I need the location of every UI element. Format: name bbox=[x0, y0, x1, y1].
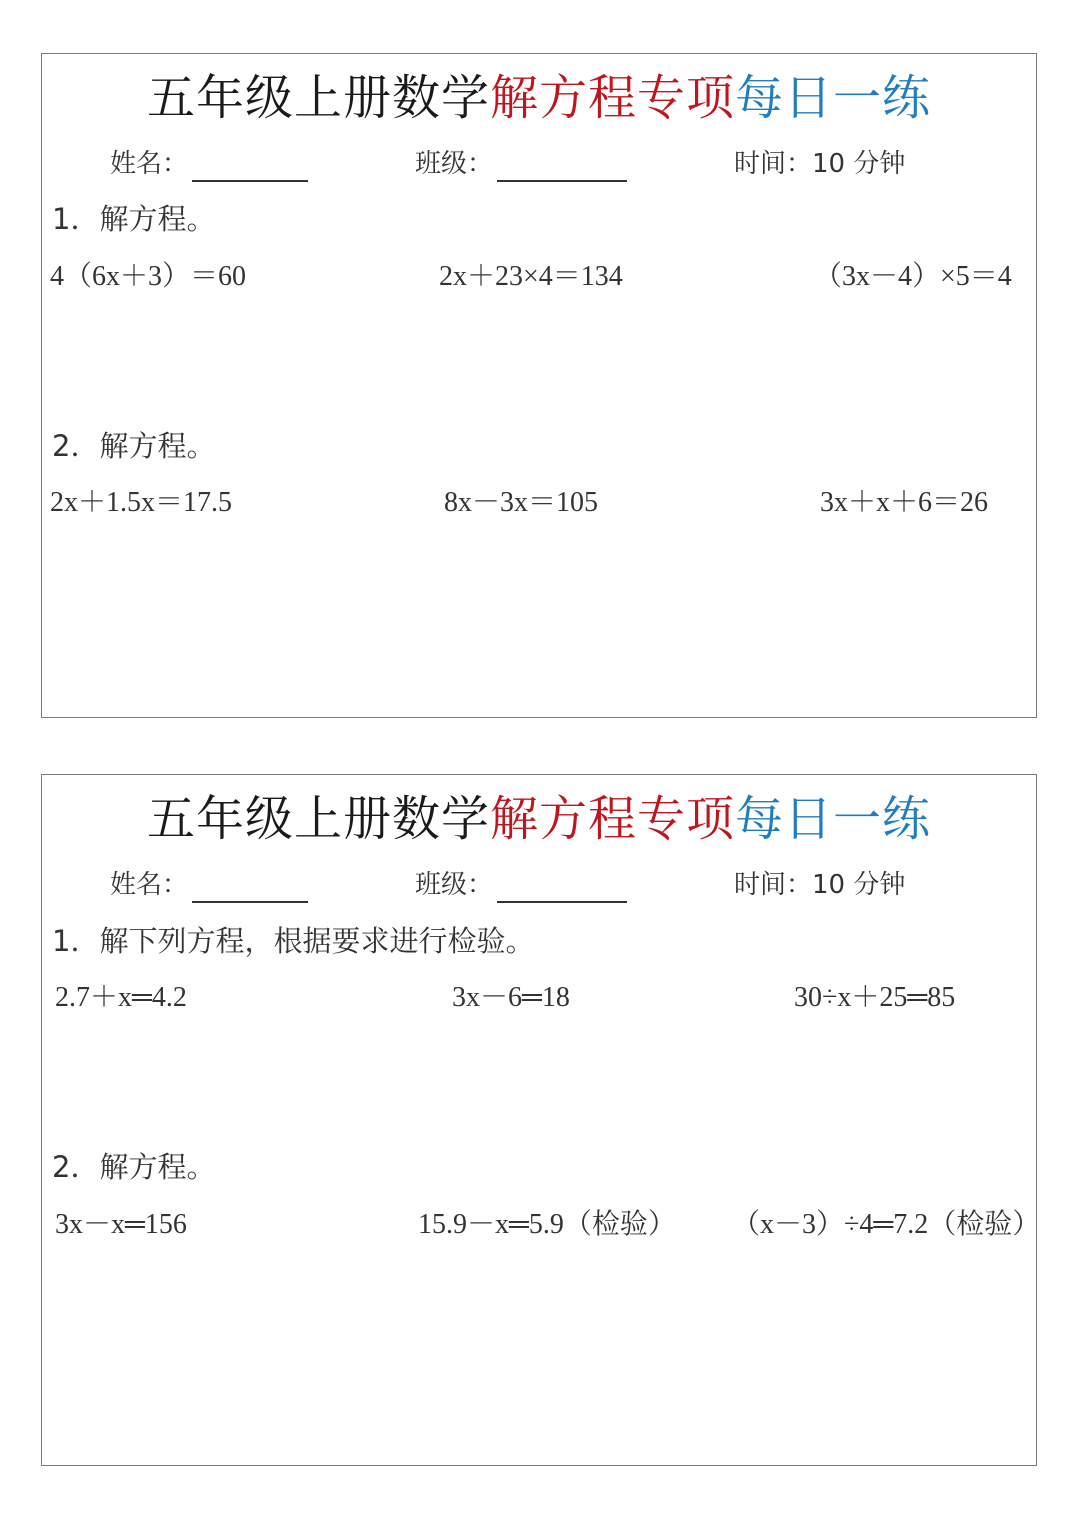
title-part-red: 解方程专项 bbox=[489, 791, 735, 847]
title-part-black: 五年级上册数学 bbox=[146, 791, 490, 847]
class-label: 班级： bbox=[415, 870, 494, 900]
equation: 3x＋x＋6＝26 bbox=[820, 487, 989, 518]
worksheet-card-1 bbox=[41, 53, 1037, 718]
class-field bbox=[415, 146, 627, 182]
title-part-black: 五年级上册数学 bbox=[146, 70, 490, 126]
class-label: 班级： bbox=[415, 149, 494, 179]
section-2-label: 2．解方程。 bbox=[52, 429, 216, 463]
title-part-red: 解方程专项 bbox=[489, 70, 735, 126]
name-field bbox=[110, 146, 308, 182]
worksheet-card-2 bbox=[41, 774, 1041, 1466]
name-blank[interactable] bbox=[192, 873, 308, 903]
equation: 30÷x＋25═85 bbox=[794, 982, 956, 1013]
name-blank[interactable] bbox=[192, 152, 308, 182]
section-2-label: 2．解方程。 bbox=[52, 1150, 216, 1184]
class-field bbox=[415, 867, 627, 903]
name-label: 姓名： bbox=[110, 149, 189, 179]
worksheet-title bbox=[42, 789, 1036, 849]
section-1-label: 1．解下列方程，根据要求进行检验。 bbox=[52, 924, 535, 958]
time-label: 时间：10 分钟 bbox=[734, 149, 906, 179]
time-info bbox=[734, 146, 905, 182]
equation: 3x－x═156 bbox=[55, 1209, 187, 1240]
equation: 4（6x＋3）＝60 bbox=[50, 261, 247, 292]
class-blank[interactable] bbox=[497, 152, 627, 182]
worksheet-title bbox=[42, 68, 1036, 128]
equation: （3x－4）×5＝4 bbox=[814, 261, 1012, 292]
equation: 3x－6═18 bbox=[452, 982, 570, 1013]
equation: 2.7＋x═4.2 bbox=[55, 982, 187, 1013]
time-info bbox=[734, 867, 905, 903]
equation: 15.9－x═5.9（检验） bbox=[418, 1209, 676, 1240]
section-1-label: 1．解方程。 bbox=[52, 202, 216, 236]
equation: 2x＋23×4＝134 bbox=[439, 261, 623, 292]
title-part-blue: 每日一练 bbox=[735, 70, 932, 126]
time-label: 时间：10 分钟 bbox=[734, 870, 906, 900]
equation: （x－3）÷4═7.2（检验） bbox=[732, 1209, 1041, 1240]
name-label: 姓名： bbox=[110, 870, 189, 900]
name-field bbox=[110, 867, 308, 903]
class-blank[interactable] bbox=[497, 873, 627, 903]
equation: 8x－3x＝105 bbox=[444, 487, 599, 518]
equation: 2x＋1.5x＝17.5 bbox=[50, 487, 233, 518]
title-part-blue: 每日一练 bbox=[735, 791, 932, 847]
